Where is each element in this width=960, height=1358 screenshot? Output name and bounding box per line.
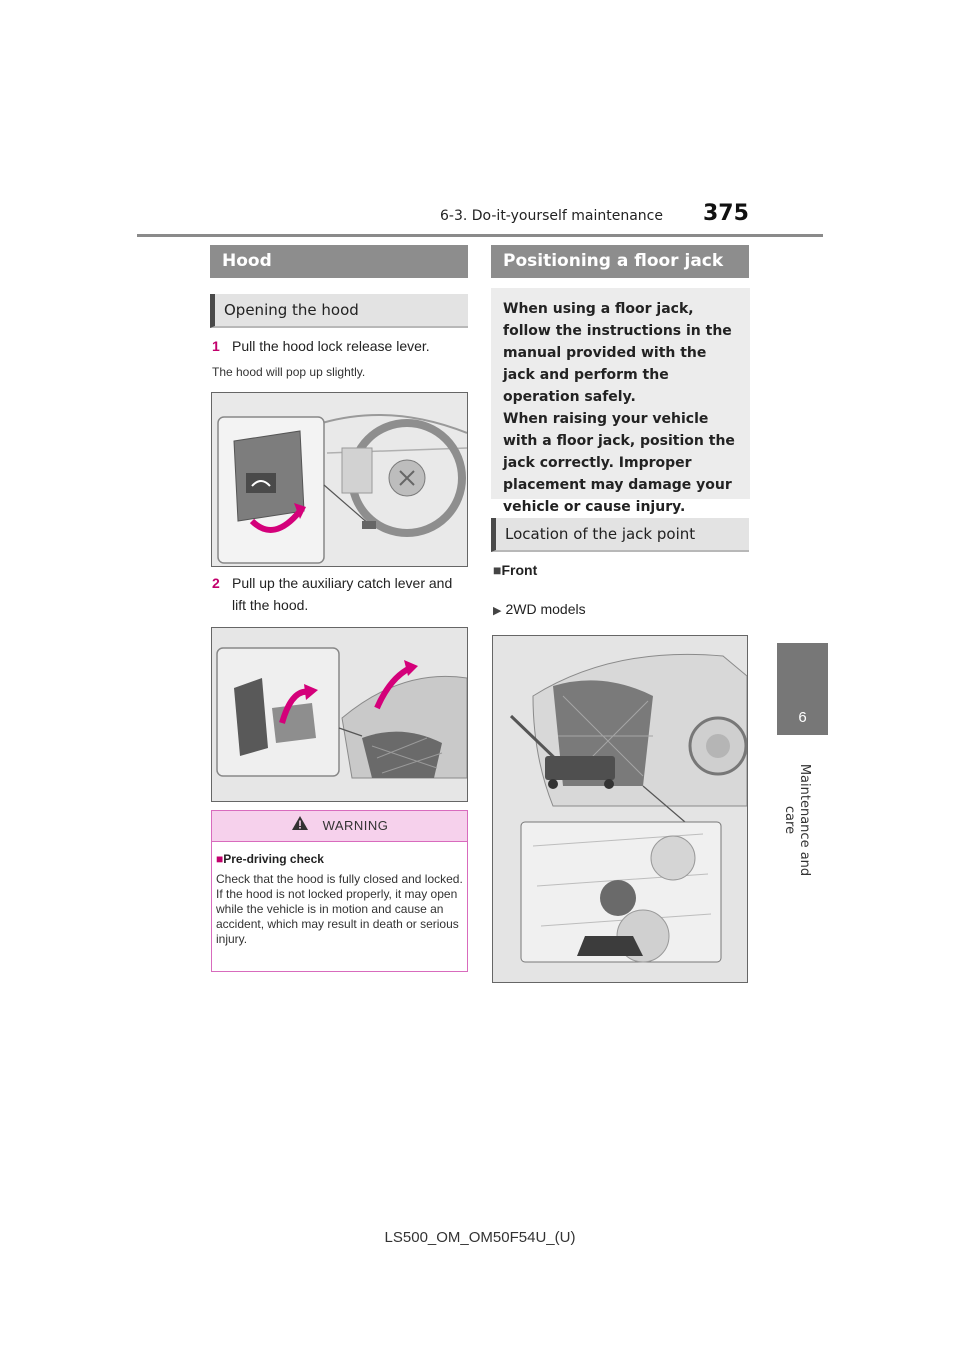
model-label-row <box>493 601 586 617</box>
warning-triangle-icon <box>291 812 309 842</box>
chapter-tab-label: Maintenance and care <box>782 763 812 877</box>
hood-release-lever-figure <box>211 392 468 567</box>
square-bullet-icon: ■ <box>493 562 502 578</box>
step-2-number: 2 <box>212 575 220 591</box>
step-1-note: The hood will pop up slightly. <box>212 365 366 379</box>
triangle-bullet-icon: ▶ <box>493 605 502 617</box>
front-heading <box>493 562 537 578</box>
step-2 <box>212 572 468 616</box>
auxiliary-catch-lever-figure <box>211 627 468 802</box>
step-1-number: 1 <box>212 338 220 354</box>
section-heading-floor-jack: Positioning a floor jack <box>491 245 749 278</box>
jack-point-illustration <box>493 636 747 982</box>
floor-jack-info-box: When using a floor jack, follow the instructions in the manual provided with the jack and perform the operation safely. When raising your vehicle with a floor jack, position the jack correctly. Improper placement may damage your vehicle or cause injury. <box>491 288 750 499</box>
subsection-heading-opening-hood: Opening the hood <box>210 294 468 328</box>
step-1-text: Pull the hood lock release lever. <box>232 338 430 354</box>
section-heading-hood: Hood <box>210 245 468 278</box>
jack-point-figure <box>492 635 748 983</box>
header-section-title: 6-3. Do-it-yourself maintenance <box>440 208 663 224</box>
front-label: Front <box>501 562 538 578</box>
step-2-text: Pull up the auxiliary catch lever and lift the hood. <box>232 575 453 613</box>
warning-header <box>212 811 467 842</box>
step-1 <box>212 335 468 357</box>
hood-release-lever-illustration <box>212 393 467 566</box>
header-rule <box>137 234 823 237</box>
subsection-heading-jack-point: Location of the jack point <box>491 518 749 552</box>
warning-body: Check that the hood is fully closed and locked. If the hood is not locked properly, it may open while the vehicle is in motion and cause an accident, which may result in death or serious injury. <box>216 872 463 946</box>
chapter-tab: 6 <box>777 643 828 735</box>
warning-subtitle-row <box>216 852 463 866</box>
warning-title: WARNING <box>322 818 389 833</box>
auxiliary-catch-lever-illustration <box>212 628 467 801</box>
warning-box <box>211 810 468 972</box>
square-bullet-icon: ■ <box>216 852 224 866</box>
warning-subtitle: Pre-driving check <box>223 852 324 866</box>
document-code-footer: LS500_OM_OM50F54U_(U) <box>384 1229 576 1246</box>
model-label: 2WD models <box>505 601 586 617</box>
page-number: 375 <box>703 201 749 226</box>
